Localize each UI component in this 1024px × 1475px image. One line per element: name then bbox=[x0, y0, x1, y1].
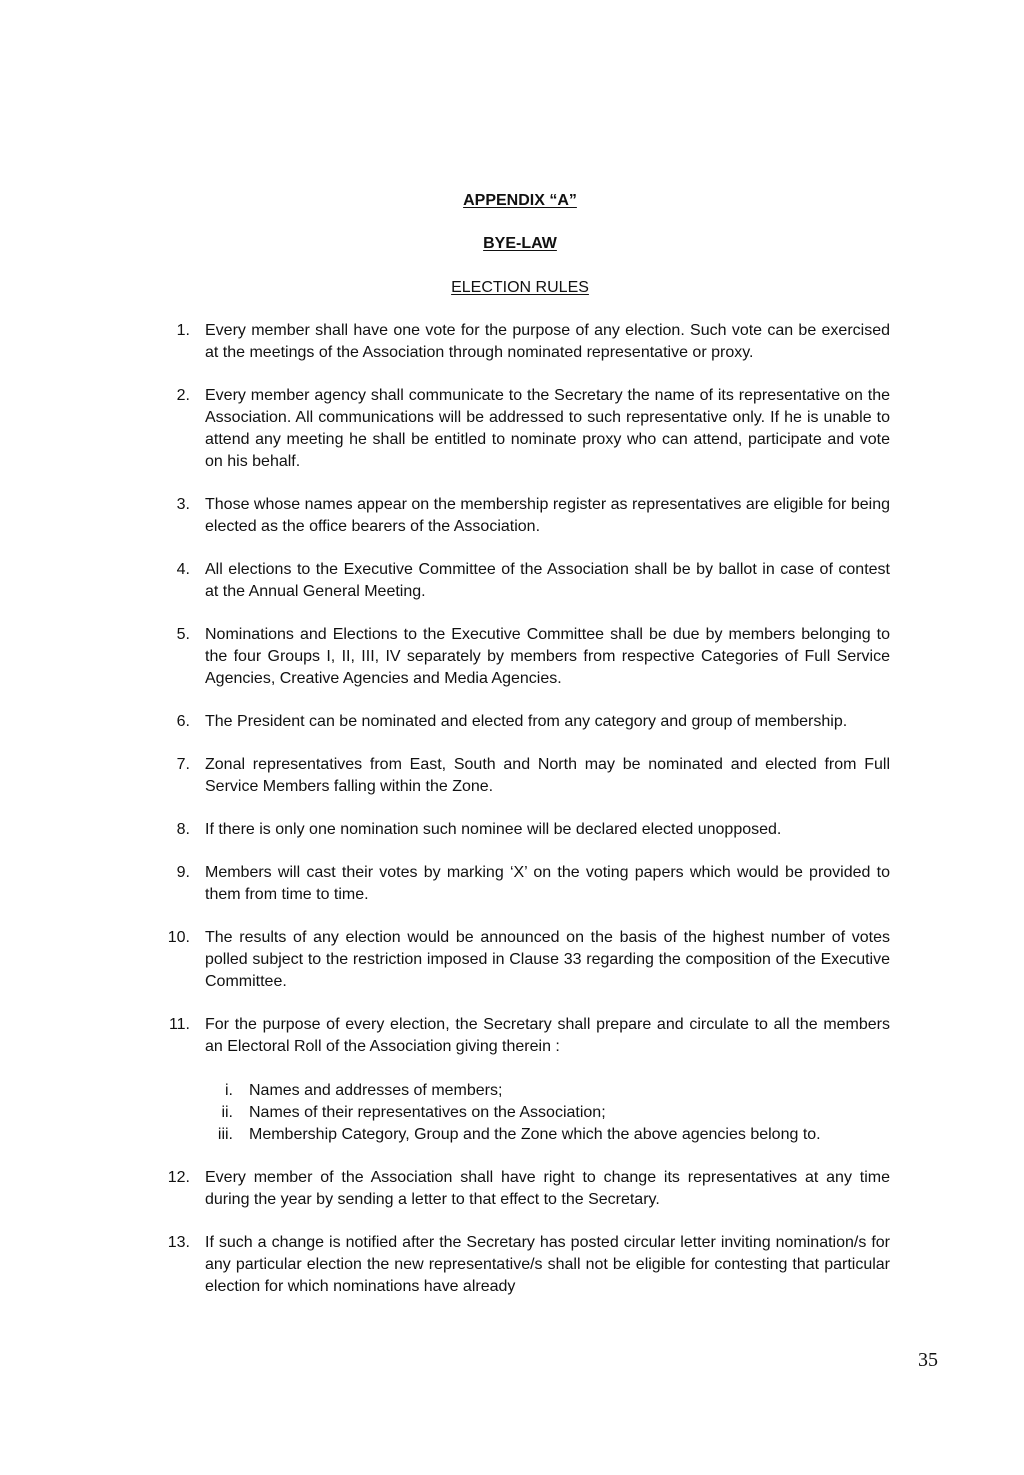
subitem-number: ii. bbox=[221, 1104, 233, 1121]
rule-number: 4. bbox=[176, 561, 190, 578]
rule-text: The President can be nominated and elected from any category and group of membership. bbox=[205, 713, 848, 730]
rule-number: 2. bbox=[176, 387, 190, 404]
rule-text: Zonal representatives from East, South and North may be nominated and elected from Full Service Members falling within the Zone. bbox=[205, 756, 890, 795]
rule-text: Members will cast their votes by marking ‘X’ on the voting papers which would be provided to them from time to time. bbox=[205, 864, 890, 903]
rule-subitem bbox=[205, 1124, 890, 1146]
subitem-text: Membership Category, Group and the Zone which the above agencies belong to. bbox=[249, 1126, 821, 1143]
rule-number: 8. bbox=[176, 821, 190, 838]
rule-number: 9. bbox=[176, 864, 190, 881]
election-rules-heading: ELECTION RULES bbox=[451, 279, 589, 296]
rule-number: 7. bbox=[176, 756, 190, 773]
rule-item bbox=[152, 385, 890, 473]
rule-number: 5. bbox=[176, 626, 190, 643]
rule-number: 6. bbox=[176, 713, 190, 730]
rule-item bbox=[152, 1167, 890, 1211]
rule-text: If such a change is notified after the Secretary has posted circular letter inviting nomination/s for any particular election the new representative/s shall not be eligible for contesting that particular election for which nominations have already bbox=[205, 1234, 890, 1295]
rule-text: If there is only one nomination such nominee will be declared elected unopposed. bbox=[205, 821, 782, 838]
rule-text: Every member agency shall communicate to the Secretary the name of its representative on the Association. All communications will be addressed to such representative only. If he is unable to attend any meeting he shall be entitled to nominate proxy who can attend, participate and vote on his behalf. bbox=[205, 387, 890, 470]
rule-text: The results of any election would be announced on the basis of the highest number of votes polled subject to the restriction imposed in Clause 33 regarding the composition of the Executive Committee. bbox=[205, 929, 890, 990]
rule-subitem bbox=[205, 1102, 890, 1124]
subitem-text: Names of their representatives on the Association; bbox=[249, 1104, 606, 1121]
rule-item bbox=[152, 711, 890, 733]
byelaw-heading: BYE-LAW bbox=[483, 235, 557, 252]
rule-number: 3. bbox=[176, 496, 190, 513]
rule-number: 11. bbox=[168, 1016, 190, 1033]
subitem-number: iii. bbox=[217, 1126, 233, 1143]
rule-item bbox=[152, 754, 890, 798]
rule-number: 13. bbox=[167, 1234, 190, 1251]
rule-number: 1. bbox=[176, 322, 190, 339]
rule-item bbox=[152, 559, 890, 603]
rule-text: Every member of the Association shall have right to change its representatives at any time during the year by sending a letter to that effect to the Secretary. bbox=[205, 1169, 890, 1208]
rule-item bbox=[152, 819, 890, 841]
rule-number: 10. bbox=[167, 929, 190, 946]
rule-item bbox=[152, 320, 890, 364]
rule-subitem bbox=[205, 1080, 890, 1102]
rule-sublist bbox=[205, 1080, 890, 1146]
rule-number: 12. bbox=[167, 1169, 190, 1186]
rule-item bbox=[152, 862, 890, 906]
rule-item bbox=[152, 1014, 890, 1146]
rule-item bbox=[152, 1232, 890, 1298]
rule-text: All elections to the Executive Committee of the Association shall be by ballot in case of contest at the Annual General Meeting. bbox=[205, 561, 890, 600]
appendix-heading: APPENDIX “A” bbox=[463, 192, 577, 209]
rule-item bbox=[152, 624, 890, 690]
subitem-text: Names and addresses of members; bbox=[249, 1082, 503, 1099]
election-rules-list bbox=[152, 320, 890, 1319]
rule-text: Nominations and Elections to the Executive Committee shall be due by members belonging to the four Groups I, II, III, IV separately by members from respective Categories of Full Service Agencies, Creative Agencies and Media Agencies. bbox=[205, 626, 890, 687]
rule-text: Those whose names appear on the membership register as representatives are eligible for being elected as the office bearers of the Association. bbox=[205, 496, 890, 535]
rule-text: Every member shall have one vote for the purpose of any election. Such vote can be exercised at the meetings of the Association through nominated representative or proxy. bbox=[205, 322, 890, 361]
subitem-number: i. bbox=[225, 1082, 233, 1099]
rule-text: For the purpose of every election, the Secretary shall prepare and circulate to all the members an Electoral Roll of the Association giving therein : bbox=[205, 1016, 890, 1055]
rule-item bbox=[152, 494, 890, 538]
rule-item bbox=[152, 927, 890, 993]
page-number: 35 bbox=[918, 1349, 938, 1371]
